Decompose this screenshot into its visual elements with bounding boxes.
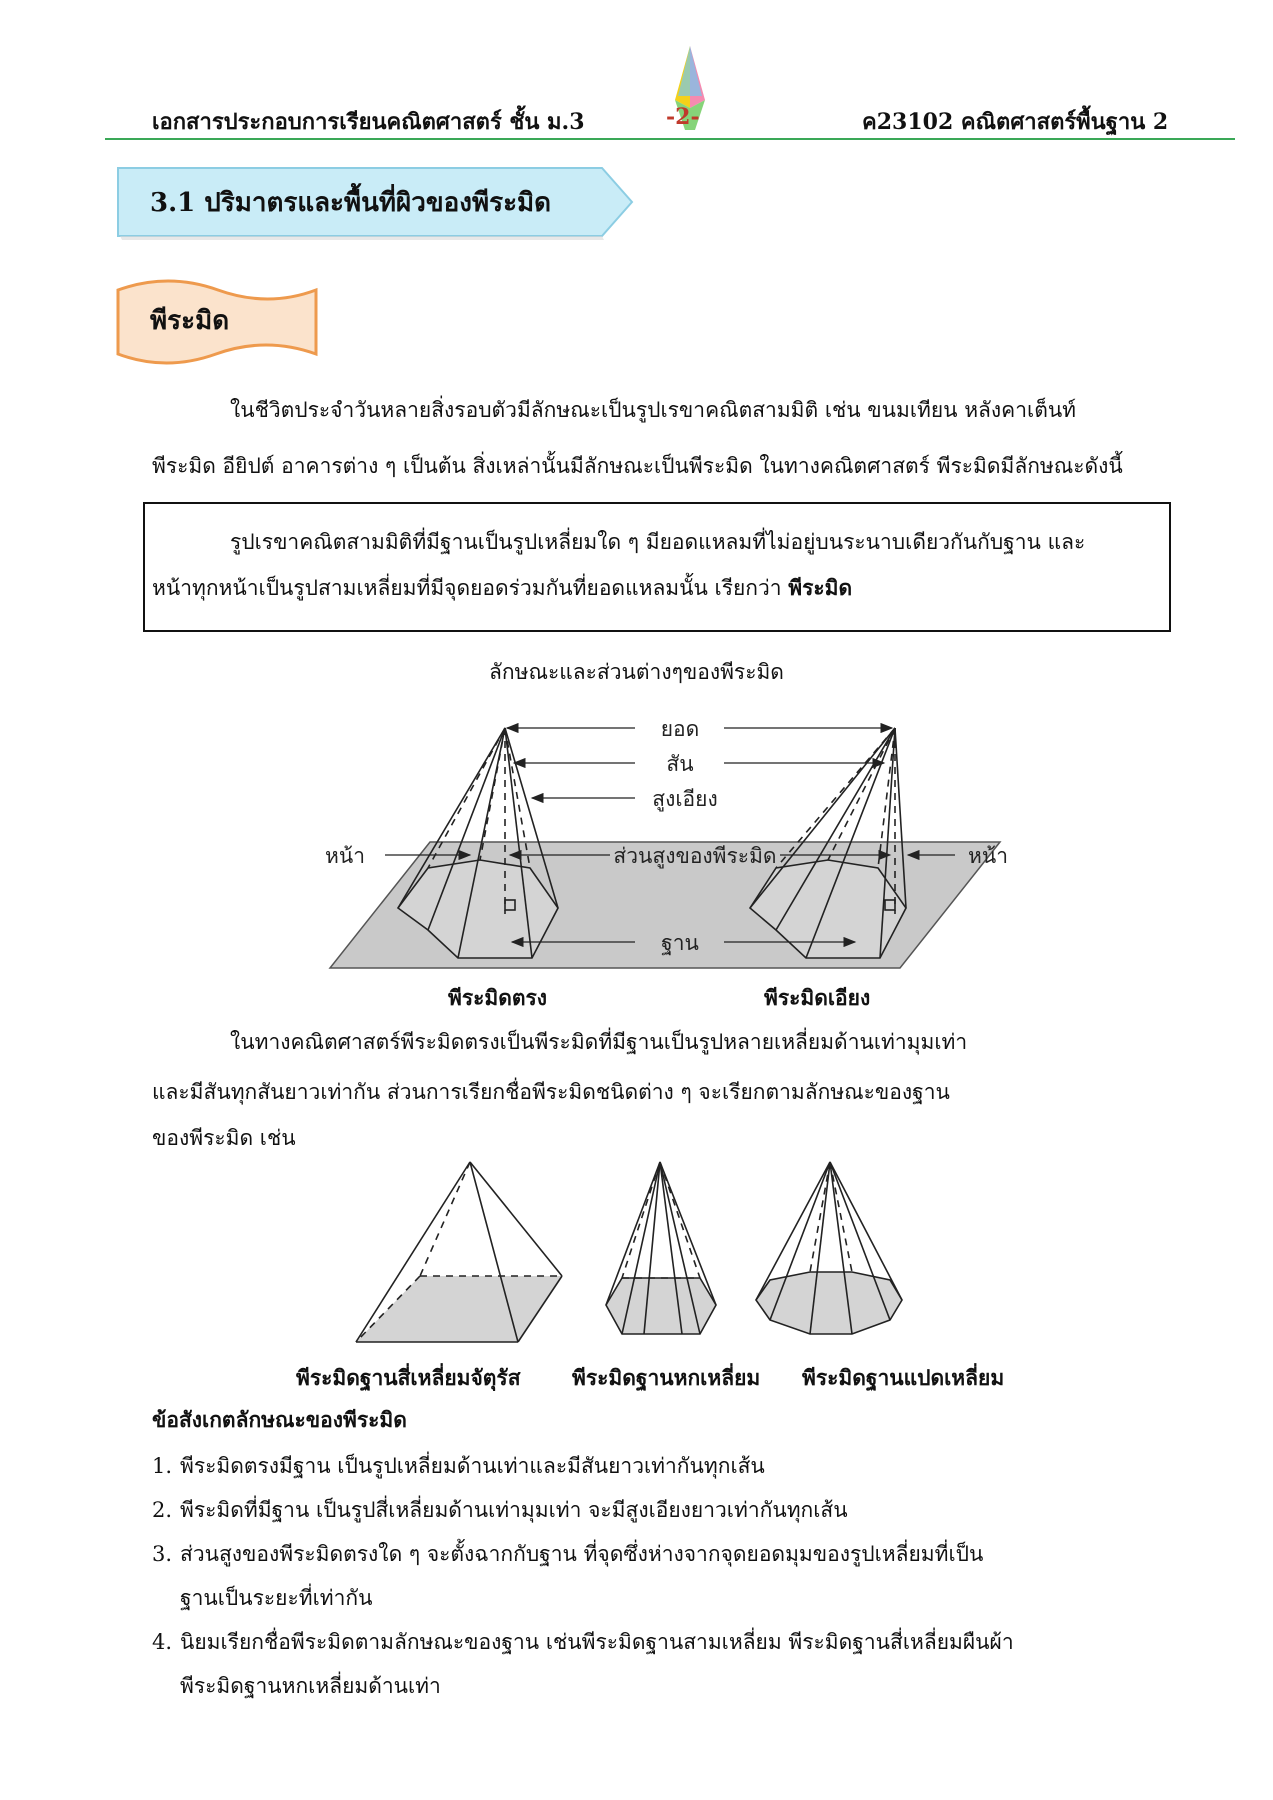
list-item-text: ส่วนสูงของพีระมิดตรงใด ๆ จะตั้งฉากกับฐาน ที่จุดซึ่งห่างจากจุดยอดมุมของรูปเหลี่ยมที่เป็น	[180, 1542, 984, 1566]
definition-line-2	[152, 566, 852, 610]
label-apex: ยอด	[660, 717, 700, 741]
label-base: ฐาน	[661, 931, 699, 955]
label-face-right: หน้า	[968, 844, 1008, 868]
definition-term: พีระมิด	[788, 575, 853, 600]
list-item-number: 1.	[152, 1454, 173, 1478]
figure2-name-2: พีระมิดฐานหกเหลี่ยม	[572, 1365, 761, 1390]
list-item-number: 4.	[152, 1630, 173, 1654]
list-item	[152, 1620, 1152, 1708]
header-rule	[105, 138, 1235, 140]
list-item-text: พีระมิดตรงมีฐาน เป็นรูปเหลี่ยมด้านเท่าและมีสันยาวเท่ากันทุกเส้น	[180, 1454, 765, 1478]
list-item-text-continued: ฐานเป็นระยะที่เท่ากัน	[180, 1586, 373, 1610]
figure1-left-name: พีระมิดตรง	[448, 985, 548, 1010]
octagonal-pyramid	[756, 1162, 902, 1334]
figure1-caption: ลักษณะและส่วนต่างๆของพีระมิด	[489, 660, 784, 684]
intro-line-2: พีระมิด อียิปต์ อาคารต่าง ๆ เป็นต้น สิ่งเหล่านั้นมีลักษณะเป็นพีระมิด ในทางคณิตศาสตร์ พีระมิดมีลักษณะดังนี้	[152, 454, 1123, 478]
list-item	[152, 1532, 1152, 1620]
explain-line-1: ในทางคณิตศาสตร์พีระมิดตรงเป็นพีระมิดที่มีฐานเป็นรูปหลายเหลี่ยมด้านเท่ามุมเท่า	[230, 1030, 968, 1054]
figure2-diagram	[340, 1150, 960, 1350]
label-edge: สัน	[666, 752, 694, 776]
list-item	[152, 1444, 1152, 1488]
definition-line-1: รูปเรขาคณิตสามมิติที่มีฐานเป็นรูปเหลี่ยมใด ๆ มียอดแหลมที่ไม่อยู่บนระนาบเดียวกันกับฐาน และ	[230, 530, 1086, 554]
list-item-number: 3.	[152, 1542, 173, 1566]
header-left-title: เอกสารประกอบการเรียนคณิตศาสตร์ ชั้น ม.3	[152, 109, 585, 135]
observations-list	[152, 1444, 1152, 1708]
figure1-diagram	[300, 700, 1020, 980]
list-item-number: 2.	[152, 1498, 173, 1522]
list-item-text: พีระมิดที่มีฐาน เป็นรูปสี่เหลี่ยมด้านเท่ามุมเท่า จะมีสูงเอียงยาวเท่ากันทุกเส้น	[180, 1498, 848, 1522]
figure1-right-name: พีระมิดเอียง	[764, 985, 871, 1010]
logo-pyramid-icon	[640, 38, 750, 148]
figure2-name-1: พีระมิดฐานสี่เหลี่ยมจัตุรัส	[296, 1365, 521, 1390]
list-item-text-continued: พีระมิดฐานหกเหลี่ยมด้านเท่า	[180, 1674, 441, 1698]
label-slant-height: สูงเอียง	[652, 787, 718, 811]
header-right-title: ค23102 คณิตศาสตร์พื้นฐาน 2	[862, 109, 1169, 135]
intro-line-1: ในชีวิตประจำวันหลายสิ่งรอบตัวมีลักษณะเป็นรูปเรขาคณิตสามมิติ เช่น ขนมเทียน หลังคาเต็นท์	[230, 398, 1077, 422]
label-height: ส่วนสูงของพีระมิด	[613, 844, 777, 868]
topic-label: พีระมิด	[150, 306, 230, 336]
header-page-number: -2-	[666, 104, 700, 130]
square-pyramid	[356, 1162, 562, 1342]
label-face-left: หน้า	[325, 844, 365, 868]
explain-line-3: ของพีระมิด เช่น	[152, 1126, 296, 1150]
figure2-name-3: พีระมิดฐานแปดเหลี่ยม	[802, 1365, 1005, 1390]
section-title: 3.1 ปริมาตรและพื้นที่ผิวของพีระมิด	[150, 188, 552, 218]
definition-text: หน้าทุกหน้าเป็นรูปสามเหลี่ยมที่มีจุดยอดร่วมกันที่ยอดแหลมนั้น เรียกว่า	[152, 576, 789, 600]
list-item-text: นิยมเรียกชื่อพีระมิดตามลักษณะของฐาน เช่นพีระมิดฐานสามเหลี่ยม พีระมิดฐานสี่เหลี่ยมผืนผ้า	[180, 1630, 1014, 1654]
observations-title: ข้อสังเกตลักษณะของพีระมิด	[152, 1407, 407, 1432]
list-item	[152, 1488, 1152, 1532]
hexagonal-pyramid	[606, 1162, 716, 1334]
explain-line-2: และมีสันทุกสันยาวเท่ากัน ส่วนการเรียกชื่อพีระมิดชนิดต่าง ๆ จะเรียกตามลักษณะของฐาน	[152, 1080, 950, 1104]
